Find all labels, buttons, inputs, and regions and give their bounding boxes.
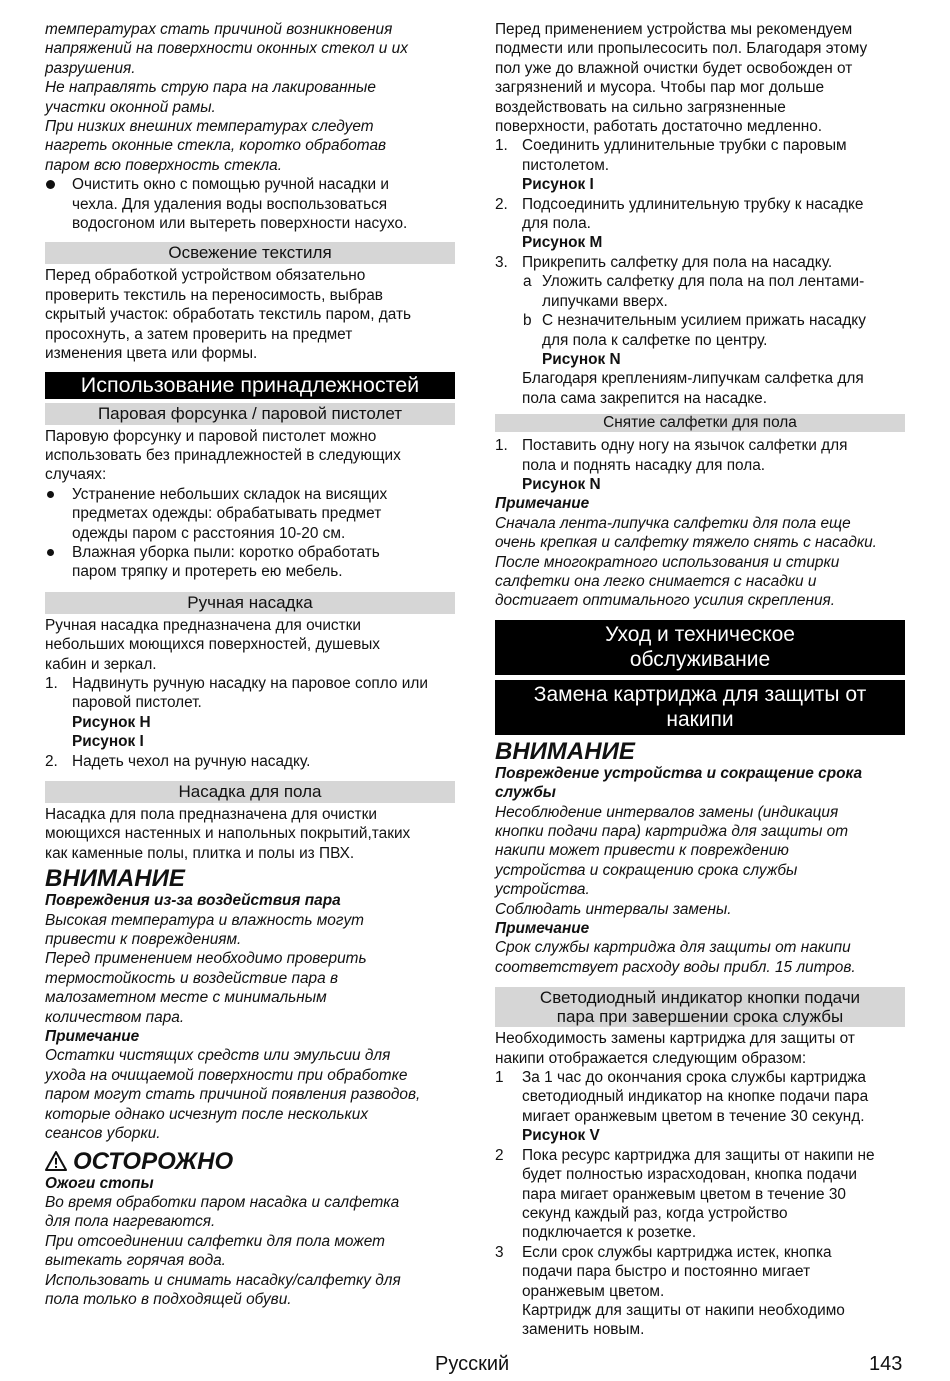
- list-item: [495, 136, 905, 194]
- hand-paragraph: [45, 616, 455, 674]
- text-line: Уложить салфетку для пола на пол лентами-: [542, 273, 865, 291]
- text-line: небольших моющихся поверхностей, душевых: [45, 636, 381, 654]
- text-line: Остатки чистящих средств или эмульсии для: [45, 1047, 391, 1065]
- text-line: пола только в подходящей обуви.: [45, 1290, 292, 1308]
- text-line: Надеть чехол на ручную насадку.: [72, 752, 311, 770]
- text-line: кабин и зеркал.: [45, 655, 157, 673]
- list-item: [45, 752, 455, 771]
- text-line: мигает оранжевым цветом в течение 30 секунд.: [522, 1107, 865, 1125]
- window-intro: [45, 20, 455, 175]
- note-title: Примечание: [495, 495, 590, 513]
- floor-paragraph: [45, 805, 455, 863]
- text-line: Во время обработки паром насадка и салфетка: [45, 1193, 400, 1211]
- bullet-icon: [47, 491, 54, 498]
- text-line: привести к повреждениям.: [45, 931, 242, 949]
- section-heading-led-indicator: [495, 987, 905, 1027]
- text-line: липучками вверх.: [542, 292, 668, 310]
- text-line: Перед применением устройства мы рекомендуем: [495, 21, 853, 38]
- text-line: салфетки она легко снимается с насадки и: [495, 572, 817, 590]
- text-line: будет полностью израсходован, кнопка подачи: [522, 1166, 857, 1184]
- step-number: 1.: [45, 674, 58, 692]
- text-line: Очистить окно с помощью ручной насадки и: [72, 176, 389, 194]
- figure-reference: Рисунок I: [522, 176, 594, 194]
- text-line: светодиодный индикатор на кнопке подачи пара: [522, 1088, 869, 1106]
- warning-title: ВНИМАНИЕ: [495, 737, 635, 765]
- left-column: [45, 20, 455, 1309]
- text-line: напряжений на поверхности оконных стекол и их: [45, 40, 408, 58]
- section-heading-textile: Освежение текстиля: [45, 242, 455, 264]
- heading-line: Уход и техническое: [605, 622, 795, 646]
- heading-line: обслуживание: [629, 647, 771, 671]
- warning-text: [45, 911, 455, 1027]
- text-line: проверить текстиль на переносимость, выбрав: [45, 286, 383, 304]
- list-item: [495, 1243, 905, 1340]
- chapter-heading-cartridge: [495, 680, 905, 735]
- step-number: 2.: [45, 752, 58, 770]
- text-line: подмести или пропылесосить пол. Благодаря этому: [495, 40, 868, 58]
- figure-reference: Рисунок M: [522, 234, 603, 252]
- text-line: Насадка для пола предназначена для очистки: [45, 806, 377, 823]
- text-line: для пола к салфетке по центру.: [542, 331, 768, 349]
- sub-list-item: [495, 272, 905, 311]
- note-text: [45, 1046, 455, 1143]
- text-line: Соединить удлинительные трубки с паровым: [522, 137, 847, 155]
- text-line: Паровую форсунку и паровой пистолет можно: [45, 427, 377, 445]
- chapter-heading-care: [495, 620, 905, 675]
- step-number: 3.: [495, 253, 508, 271]
- figure-reference: Рисунок I: [72, 733, 144, 751]
- text-line: устройства.: [495, 881, 590, 899]
- heading-line: накипи: [666, 707, 734, 731]
- floor-intro: [495, 20, 905, 136]
- text-line: пола сама закрепится на насадке.: [522, 389, 767, 407]
- sub-step-letter: a: [523, 273, 532, 291]
- text-line: При отсоединении салфетки для пола может: [45, 1232, 385, 1250]
- caution-subtitle: Ожоги стопы: [45, 1174, 154, 1192]
- text-line: разрушения.: [45, 59, 136, 77]
- nozzle-paragraph: [45, 427, 455, 485]
- list-item: [45, 674, 455, 752]
- heading-line: Светодиодный индикатор кнопки подачи: [539, 988, 861, 1008]
- text-line: Надвинуть ручную насадку на паровое сопло или: [72, 674, 428, 692]
- text-line: водосгоном или вытереть поверхности насухо.: [72, 215, 408, 233]
- list-item: [45, 175, 455, 233]
- text-line: поверхности, работать достаточно медленно.: [495, 118, 823, 136]
- text-line: устройства и сокращению срока службы: [495, 861, 798, 879]
- note-text: [495, 514, 905, 611]
- sub-step-letter: b: [523, 312, 532, 330]
- warning-text: [495, 803, 905, 919]
- text-line: изменения цвета или формы.: [45, 345, 258, 363]
- text-line: количеством пара.: [45, 1008, 185, 1026]
- warning-title: ВНИМАНИЕ: [45, 865, 185, 893]
- step-number: 2: [495, 1146, 504, 1164]
- text-line: вытекать горячая вода.: [45, 1252, 226, 1270]
- text-line: После многократного использования и стирки: [495, 553, 840, 571]
- section-heading-pad-removal: Снятие салфетки для пола: [495, 414, 905, 432]
- text-line: Если срок службы картриджа истек, кнопка: [522, 1243, 832, 1261]
- text-line: Пока ресурс картриджа для защиты от накипи не: [522, 1146, 875, 1164]
- text-line: воздействовать на сильно загрязненные: [495, 98, 786, 116]
- text-line: кнопки подачи пара) картриджа для защиты от: [495, 823, 849, 840]
- text-line: Картридж для защиты от накипи необходимо: [522, 1301, 845, 1319]
- text-line: подачи пара быстро и постоянно мигает: [522, 1263, 811, 1281]
- bullet-icon: [46, 180, 55, 189]
- text-line: Не направлять струю пара на лакированные: [45, 79, 376, 97]
- text-line: очень крепкая и салфетку тяжело снять с насадки.: [495, 534, 877, 552]
- section-heading-steam-nozzle: Паровая форсунка / паровой пистолет: [45, 403, 455, 425]
- figure-reference: Рисунок V: [522, 1127, 600, 1145]
- text-line: загрязнений и мусора. Чтобы пар мог дольше: [495, 79, 824, 97]
- text-line: паром всю поверхность стекла.: [45, 156, 283, 174]
- text-line: заменить новым.: [522, 1321, 645, 1339]
- list-item: [495, 253, 905, 272]
- figure-reference: Рисунок H: [72, 713, 151, 731]
- chapter-heading-accessories: Использование принадлежностей: [45, 372, 455, 399]
- text-line: накипи отображается следующим образом:: [495, 1049, 807, 1067]
- text-line: просохнуть, а затем проверить на предмет: [45, 325, 353, 343]
- step-number: 2.: [495, 195, 508, 213]
- text-line: Использовать и снимать насадку/салфетку для: [45, 1271, 401, 1289]
- text-line: пара мигает оранжевым цветом в течение 30: [522, 1185, 846, 1203]
- text-line: пол уже до влажной очистки будет освобожден от: [495, 59, 853, 77]
- textile-paragraph: [45, 266, 455, 363]
- note-title: Примечание: [45, 1028, 140, 1046]
- text-line: Повреждение устройства и сокращение срока: [495, 764, 863, 782]
- text-line: паром могут стать причиной появления разводов,: [45, 1086, 421, 1104]
- text-line: Ручная насадка предназначена для очистки: [45, 616, 362, 634]
- text-line: для пола нагреваются.: [45, 1213, 216, 1231]
- step-number: 1.: [495, 137, 508, 155]
- text-line: температурах стать причиной возникновения: [45, 21, 393, 38]
- text-line: Соблюдать интервалы замены.: [495, 900, 732, 918]
- caution-heading: [45, 1148, 455, 1176]
- velcro-paragraph: [495, 369, 905, 408]
- section-heading-hand-nozzle: Ручная насадка: [45, 592, 455, 614]
- step-number: 1: [495, 1069, 504, 1087]
- heading-line: Замена картриджа для защиты от: [533, 682, 867, 706]
- text-line: моющихся настенных и напольных покрытий,таких: [45, 825, 411, 843]
- text-line: Устранение небольших складок на висящих: [72, 485, 388, 503]
- list-item: [495, 1146, 905, 1243]
- text-line: Перед обработкой устройством обязательно: [45, 267, 366, 285]
- note-text: [495, 938, 905, 977]
- text-line: Высокая температура и влажность могут: [45, 911, 364, 929]
- text-line: ухода на очищаемой поверхности при обработке: [45, 1066, 408, 1084]
- led-paragraph: [495, 1029, 905, 1068]
- text-line: соответствует расходу воды прибл. 15 литров.: [495, 958, 856, 976]
- warning-triangle-icon: [45, 1151, 67, 1171]
- text-line: Поставить одну ногу на язычок салфетки для: [522, 437, 848, 455]
- text-line: паровой пистолет.: [72, 694, 202, 712]
- bullet-icon: [47, 549, 54, 556]
- step-number: 3: [495, 1243, 504, 1261]
- list-item: [495, 1068, 905, 1146]
- text-line: Срок службы картриджа для защиты от накипи: [495, 939, 851, 957]
- caution-text: [45, 1193, 455, 1309]
- text-line: паром тряпку и протереть ею мебель.: [72, 563, 343, 581]
- list-item: [45, 485, 455, 543]
- text-line: которые однако исчезнут после нескольких: [45, 1105, 369, 1123]
- text-line: Несоблюдение интервалов замены (индикация: [495, 803, 839, 821]
- sub-list-item: [495, 311, 905, 369]
- footer-language: Русский: [435, 1353, 510, 1375]
- text-line: пола и поднять насадку для пола.: [522, 456, 766, 474]
- note-title: Примечание: [495, 920, 590, 938]
- text-line: нагреть оконные стекла, коротко обработав: [45, 137, 387, 155]
- text-line: случаях:: [45, 466, 107, 484]
- text-line: подключается к розетке.: [522, 1224, 697, 1242]
- list-item: [495, 195, 905, 253]
- text-line: одежды паром с расстояния 10-20 см.: [72, 524, 346, 542]
- text-line: накипи может привести к повреждению: [495, 842, 789, 860]
- text-line: Сначала лента-липучка салфетки для пола еще: [495, 514, 851, 532]
- text-line: Прикрепить салфетку для пола на насадку.: [522, 253, 833, 271]
- heading-line: пара при завершении срока службы: [556, 1007, 844, 1027]
- text-line: достигает оптимального усилия скрепления.: [495, 592, 836, 610]
- caution-title: ОСТОРОЖНО: [73, 1147, 234, 1175]
- text-line: Перед применением необходимо проверить: [45, 950, 367, 968]
- text-line: сеансов уборки.: [45, 1125, 161, 1143]
- text-line: предметах одежды: обрабатывать предмет: [72, 505, 382, 523]
- text-line: С незначительным усилием прижать насадку: [542, 312, 866, 330]
- figure-reference: Рисунок N: [522, 475, 601, 493]
- figure-reference: Рисунок N: [542, 350, 621, 368]
- section-heading-floor-nozzle: Насадка для пола: [45, 781, 455, 803]
- page-number: 143: [869, 1353, 903, 1375]
- text-line: службы: [495, 784, 556, 802]
- text-line: оранжевым цветом.: [522, 1282, 665, 1300]
- text-line: использовать без принадлежностей в следующих: [45, 446, 401, 464]
- text-line: чехла. Для удаления воды воспользоваться: [72, 195, 388, 213]
- text-line: Подсоединить удлинительную трубку к насадке: [522, 195, 864, 213]
- text-line: За 1 час до окончания срока службы картриджа: [522, 1069, 866, 1087]
- text-line: как каменные полы, плитка и полы из ПВХ.: [45, 844, 355, 862]
- text-line: секунд каждый раз, когда устройство: [522, 1204, 788, 1222]
- text-line: скрытый участок: обработать текстиль паром, дать: [45, 306, 412, 324]
- warning-subtitle: [495, 764, 905, 803]
- step-number: 1.: [495, 437, 508, 455]
- text-line: для пола.: [522, 215, 591, 233]
- text-line: Влажная уборка пыли: коротко обработать: [72, 543, 380, 561]
- list-item: [495, 436, 905, 494]
- text-line: Благодаря креплениям-липучкам салфетка для: [522, 370, 864, 388]
- text-line: При низких внешних температурах следует: [45, 118, 374, 136]
- text-line: пистолетом.: [522, 156, 610, 174]
- text-line: малозаметном месте с минимальным: [45, 989, 327, 1007]
- list-item: [45, 543, 455, 582]
- text-line: термостойкость и воздействие пара в: [45, 969, 338, 987]
- right-column: [495, 20, 905, 1340]
- warning-subtitle: Повреждения из-за воздействия пара: [45, 892, 341, 910]
- text-line: участки оконной рамы.: [45, 98, 216, 116]
- text-line: Необходимость замены картриджа для защиты от: [495, 1030, 855, 1048]
